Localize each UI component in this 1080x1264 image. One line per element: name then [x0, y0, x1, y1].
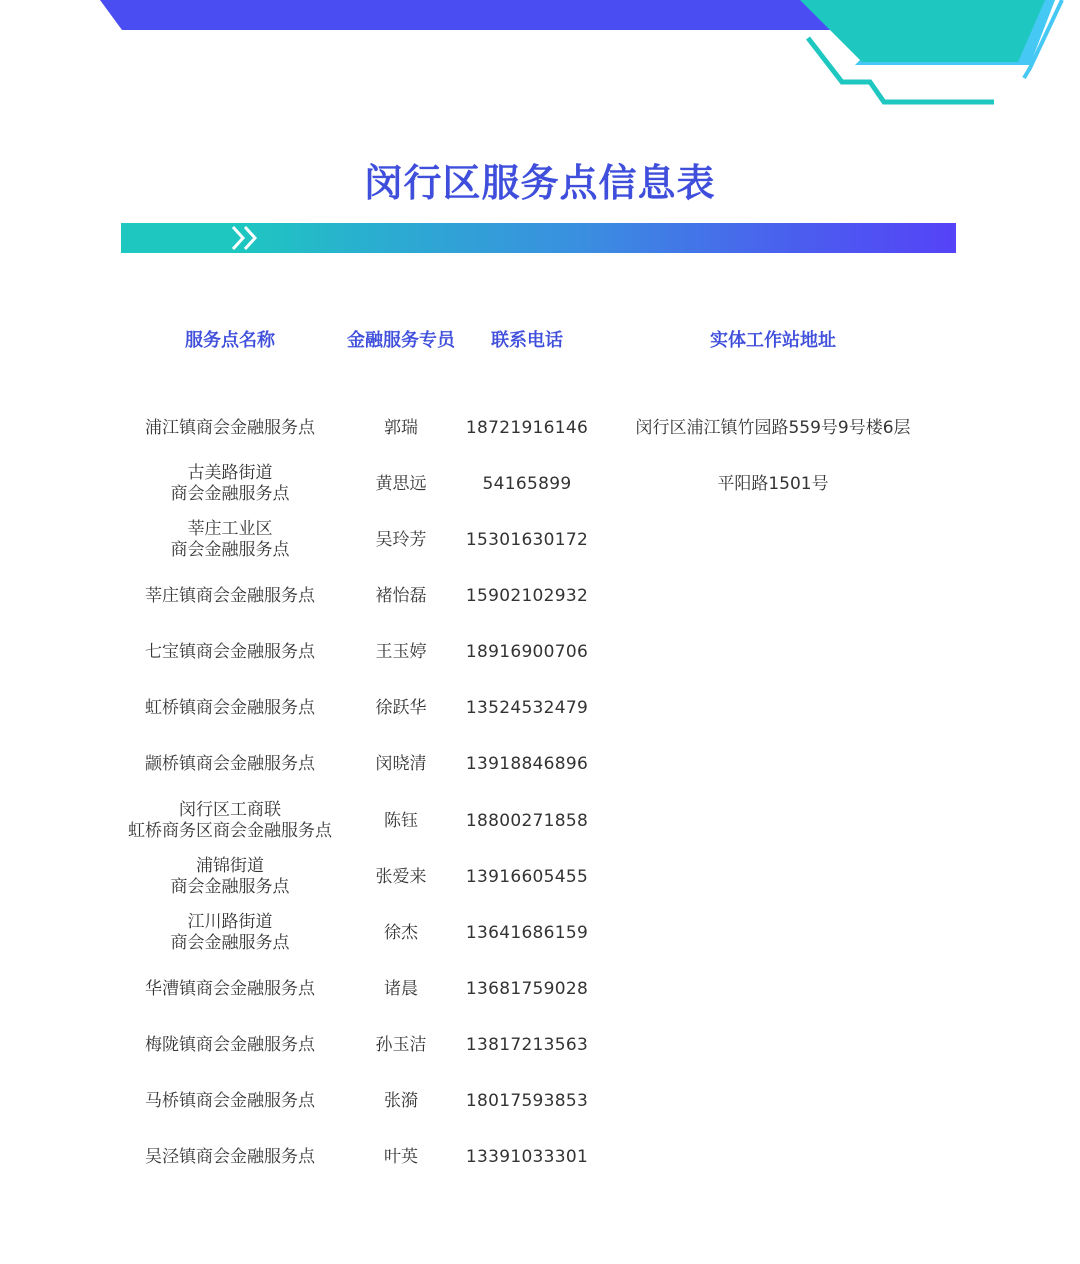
header-service-point-name: 服务点名称 — [185, 330, 275, 351]
service-point-name-line1: 颛桥镇商会金融服务点 — [145, 754, 315, 775]
finance-specialist: 张爱来 — [375, 866, 427, 887]
table-row — [0, 1018, 1080, 1074]
service-point-name — [120, 681, 340, 737]
table-row — [0, 456, 1080, 512]
table-row — [0, 625, 1080, 681]
finance-specialist: 陈钰 — [384, 810, 418, 831]
service-point-name-line2: 商会金融服务点 — [170, 540, 290, 561]
service-point-name — [120, 512, 340, 568]
service-point-name-line1: 七宝镇商会金融服务点 — [145, 642, 315, 663]
workstation-address: 闵行区浦江镇竹园路559号9号楼6层 — [635, 417, 911, 438]
finance-specialist: 王玉婷 — [375, 642, 427, 663]
phone-number: 13817213563 — [465, 1035, 589, 1056]
table-row — [0, 400, 1080, 456]
service-point-name-line1: 浦江镇商会金融服务点 — [145, 417, 315, 438]
service-point-name — [120, 905, 340, 961]
header-phone: 联系电话 — [491, 330, 563, 351]
phone-number: 15301630172 — [465, 529, 589, 550]
service-point-name-line1: 马桥镇商会金融服务点 — [145, 1091, 315, 1112]
service-point-name-line1: 江川路街道 — [187, 912, 273, 933]
phone-number: 13524532479 — [465, 698, 589, 719]
phone-number: 13916605455 — [465, 866, 589, 887]
phone-number: 18800271858 — [465, 810, 589, 831]
table-row — [0, 737, 1080, 793]
service-point-name-line1: 梅陇镇商会金融服务点 — [145, 1035, 315, 1056]
finance-specialist: 张漪 — [384, 1091, 418, 1112]
finance-specialist: 黄思远 — [375, 473, 427, 494]
header-finance-specialist: 金融服务专员 — [347, 330, 455, 351]
table-row — [0, 962, 1080, 1018]
service-point-name-line2: 商会金融服务点 — [170, 484, 290, 505]
phone-number: 15902102932 — [465, 585, 589, 606]
title-divider-bar — [121, 223, 956, 253]
service-point-name-line2: 商会金融服务点 — [170, 877, 290, 898]
service-point-name — [120, 962, 340, 1018]
phone-number: 13681759028 — [465, 979, 589, 999]
phone-number: 13641686159 — [465, 922, 589, 943]
service-point-name — [120, 625, 340, 681]
service-point-name-line1: 古美路街道 — [187, 463, 273, 484]
header-address: 实体工作站地址 — [710, 330, 836, 351]
table-row — [0, 1074, 1080, 1130]
finance-specialist: 叶英 — [384, 1147, 418, 1168]
table-row — [0, 681, 1080, 737]
top-banner-decoration — [0, 0, 1080, 110]
service-point-name — [120, 456, 340, 512]
finance-specialist: 徐杰 — [384, 922, 418, 943]
table-row — [0, 512, 1080, 568]
service-point-name — [120, 568, 340, 624]
service-point-name — [120, 1018, 340, 1074]
table-row — [0, 568, 1080, 624]
service-point-name-line1: 莘庄镇商会金融服务点 — [145, 585, 315, 606]
service-point-name-line1: 浦锦街道 — [196, 856, 264, 877]
page-title: 闵行区服务点信息表 — [364, 161, 716, 205]
table-row — [0, 905, 1080, 961]
finance-specialist: 闵晓清 — [375, 754, 427, 775]
service-point-name-line1: 华漕镇商会金融服务点 — [145, 979, 315, 999]
phone-number: 13391033301 — [465, 1147, 589, 1168]
phone-number: 18017593853 — [465, 1091, 589, 1112]
phone-number: 54165899 — [482, 473, 572, 494]
table-row — [0, 849, 1080, 905]
finance-specialist: 吴玲芳 — [375, 529, 427, 550]
service-point-name — [120, 737, 340, 793]
service-point-name — [120, 1074, 340, 1130]
finance-specialist: 褚怡磊 — [375, 585, 427, 606]
service-point-name-line1: 莘庄工业区 — [187, 519, 273, 540]
table-row — [0, 1130, 1080, 1186]
workstation-address: 平阳路1501号 — [717, 473, 829, 494]
finance-specialist: 诸晨 — [384, 979, 418, 999]
service-point-name-line1: 吴泾镇商会金融服务点 — [145, 1147, 315, 1168]
double-chevron-icon — [229, 223, 269, 253]
service-point-name-line2: 虹桥商务区商会金融服务点 — [128, 821, 332, 842]
service-point-name — [120, 793, 340, 849]
finance-specialist: 孙玉洁 — [375, 1035, 427, 1056]
table-row — [0, 793, 1080, 849]
service-point-name-line1: 虹桥镇商会金融服务点 — [145, 698, 315, 719]
service-point-name — [120, 400, 340, 456]
phone-number: 18721916146 — [465, 417, 589, 438]
finance-specialist: 徐跃华 — [375, 698, 427, 719]
service-point-name — [120, 849, 340, 905]
phone-number: 18916900706 — [465, 642, 589, 663]
finance-specialist: 郭瑞 — [384, 417, 418, 438]
service-point-name-line1: 闵行区工商联 — [179, 800, 281, 821]
service-point-name-line2: 商会金融服务点 — [170, 933, 290, 954]
service-point-name — [120, 1130, 340, 1186]
phone-number: 13918846896 — [465, 754, 589, 775]
